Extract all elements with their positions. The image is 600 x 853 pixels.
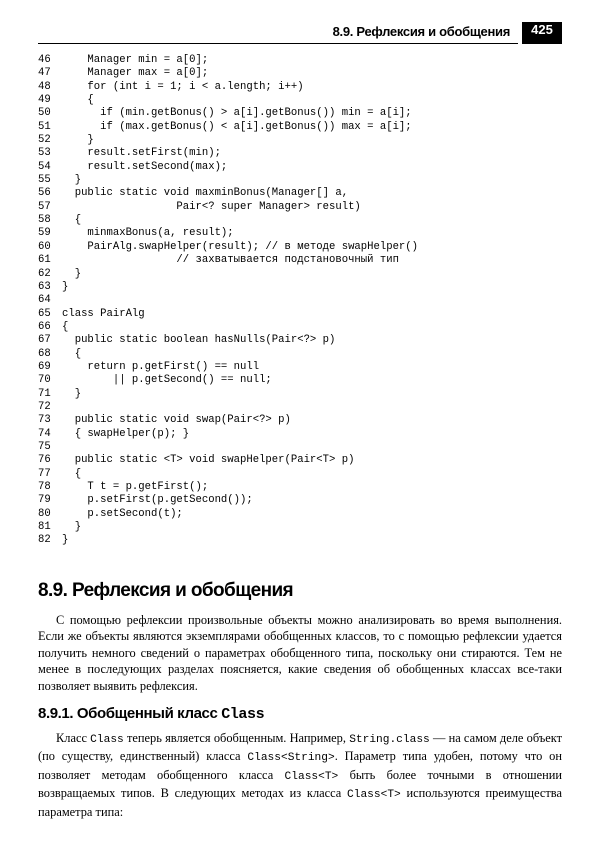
line-number: 49 bbox=[38, 94, 51, 107]
code-text: } bbox=[62, 521, 82, 534]
code-line bbox=[38, 414, 568, 427]
code-text: { bbox=[62, 320, 69, 333]
line-number: 52 bbox=[38, 134, 51, 147]
line-number: 80 bbox=[38, 507, 51, 520]
line-number: 57 bbox=[38, 200, 51, 213]
code-text: } bbox=[62, 534, 69, 547]
code-text: { bbox=[62, 214, 82, 227]
code-line bbox=[38, 401, 568, 414]
code-line bbox=[38, 481, 568, 494]
code-text: public static boolean hasNulls(Pair<?> p) bbox=[62, 334, 336, 347]
code-text: PairAlg.swapHelper(result); // в методе swapHelper() bbox=[62, 240, 419, 253]
code-line bbox=[38, 94, 568, 107]
line-number: 75 bbox=[38, 440, 51, 453]
line-number: 50 bbox=[38, 107, 51, 120]
code-line bbox=[38, 374, 568, 387]
line-number: 48 bbox=[38, 80, 51, 93]
line-number: 58 bbox=[38, 214, 51, 227]
code-line bbox=[38, 227, 568, 240]
code-line bbox=[38, 388, 568, 401]
code-text: class PairAlg bbox=[62, 307, 145, 320]
code-text: { swapHelper(p); } bbox=[62, 427, 190, 440]
code-text: p.setSecond(t); bbox=[62, 507, 183, 520]
line-number: 69 bbox=[38, 360, 51, 373]
line-number: 55 bbox=[38, 174, 51, 187]
inline-code: Class<T> bbox=[284, 770, 339, 783]
line-number: 79 bbox=[38, 494, 51, 507]
line-number: 53 bbox=[38, 147, 51, 160]
code-line bbox=[38, 428, 568, 441]
line-number: 68 bbox=[38, 347, 51, 360]
code-text: minmaxBonus(a, result); bbox=[62, 227, 234, 240]
inline-code: String.class bbox=[349, 734, 430, 746]
line-number: 74 bbox=[38, 427, 51, 440]
code-line bbox=[38, 134, 568, 147]
code-line bbox=[38, 441, 568, 454]
line-number: 81 bbox=[38, 521, 51, 534]
code-line bbox=[38, 521, 568, 534]
text-run: быть более точными в отношении возвращаемых типов. В следующих методах из класса bbox=[38, 767, 562, 801]
subsection-title-code: Class bbox=[221, 706, 265, 723]
code-text: Manager min = a[0]; bbox=[62, 54, 209, 66]
code-line bbox=[38, 187, 568, 200]
code-text: public static void swap(Pair<?> p) bbox=[62, 414, 291, 427]
header-rule bbox=[38, 43, 518, 44]
code-text: } bbox=[62, 267, 82, 280]
code-text: } bbox=[62, 174, 82, 187]
code-text: if (min.getBonus() > a[i].getBonus()) min = a[i]; bbox=[62, 107, 412, 120]
line-number: 70 bbox=[38, 374, 51, 387]
code-text: { bbox=[62, 94, 94, 107]
code-line bbox=[38, 308, 568, 321]
line-number: 61 bbox=[38, 254, 51, 267]
code-text: result.setSecond(max); bbox=[62, 160, 228, 173]
code-line bbox=[38, 174, 568, 187]
line-number: 71 bbox=[38, 387, 51, 400]
line-number: 67 bbox=[38, 334, 51, 347]
text-run: теперь является обобщенным. Например, bbox=[123, 731, 350, 745]
code-line bbox=[38, 294, 568, 307]
code-line bbox=[38, 147, 568, 160]
code-line bbox=[38, 361, 568, 374]
code-line bbox=[38, 348, 568, 361]
inline-code: Class bbox=[90, 734, 124, 746]
page-number: 425 bbox=[522, 22, 562, 44]
code-line bbox=[38, 201, 568, 214]
code-line bbox=[38, 81, 568, 94]
code-text: } bbox=[62, 134, 94, 147]
line-number: 54 bbox=[38, 160, 51, 173]
line-number: 78 bbox=[38, 481, 51, 493]
section-paragraph: С помощью рефлексии произвольные объекты можно анализировать во время выполнения. Если же объекты являются экземплярами обобщенных классов, то с помощью рефлексии удается получить немного сведений о параметрах обобщенного типа, поскольку они стираются. Тем не менее в последующих разделах поясняется, какие сведения об обобщенных классах все-таки позволяет выявить рефлексия. bbox=[38, 613, 562, 693]
code-listing bbox=[38, 54, 568, 548]
code-line bbox=[38, 534, 568, 547]
line-number: 65 bbox=[38, 307, 51, 320]
code-text: } bbox=[62, 280, 69, 293]
line-number: 59 bbox=[38, 227, 51, 240]
text-run: — на самом деле объект (по существу, единственный) класса bbox=[38, 731, 563, 764]
code-line bbox=[38, 107, 568, 120]
code-text: { bbox=[62, 467, 82, 480]
code-line bbox=[38, 161, 568, 174]
code-text: // захватывается подстановочный тип bbox=[62, 254, 399, 267]
code-text: if (max.getBonus() < a[i].getBonus()) max = a[i]; bbox=[62, 120, 412, 133]
code-line bbox=[38, 214, 568, 227]
code-line bbox=[38, 268, 568, 281]
line-number: 46 bbox=[38, 54, 51, 66]
code-line bbox=[38, 334, 568, 347]
section-title: 8.9. Рефлексия и обобщения bbox=[38, 580, 294, 601]
code-line bbox=[38, 121, 568, 134]
code-line bbox=[38, 321, 568, 334]
text-run: используются преимущества параметра типа: bbox=[38, 786, 562, 819]
code-text: Pair<? super Manager> result) bbox=[62, 200, 361, 213]
code-line bbox=[38, 494, 568, 507]
line-number: 63 bbox=[38, 280, 51, 293]
code-text: return p.getFirst() == null bbox=[62, 360, 260, 373]
code-text: } bbox=[62, 387, 82, 400]
code-text: for (int i = 1; i < a.length; i++) bbox=[62, 80, 304, 93]
line-number: 64 bbox=[38, 294, 51, 307]
inline-code: Class<String> bbox=[247, 752, 335, 765]
code-text: Manager max = a[0]; bbox=[62, 67, 209, 80]
page-header bbox=[38, 22, 562, 44]
code-text: T t = p.getFirst(); bbox=[62, 481, 209, 493]
code-line bbox=[38, 67, 568, 80]
code-line bbox=[38, 468, 568, 481]
code-text: public static void maxminBonus(Manager[] a, bbox=[62, 187, 349, 200]
code-text: p.setFirst(p.getSecond()); bbox=[62, 494, 253, 507]
line-number: 66 bbox=[38, 320, 51, 333]
line-number: 76 bbox=[38, 454, 51, 467]
code-text: { bbox=[62, 347, 82, 360]
line-number: 73 bbox=[38, 414, 51, 427]
code-text: public static <T> void swapHelper(Pair<T> p) bbox=[62, 454, 355, 467]
code-line bbox=[38, 508, 568, 521]
text-run: Класс bbox=[56, 731, 91, 745]
code-line bbox=[38, 281, 568, 294]
subsection-paragraph bbox=[38, 730, 562, 820]
code-line bbox=[38, 454, 568, 467]
line-number: 62 bbox=[38, 267, 51, 280]
line-number: 60 bbox=[38, 240, 51, 253]
running-title: 8.9. Рефлексия и обобщения bbox=[332, 24, 510, 39]
line-number: 72 bbox=[38, 400, 51, 413]
subsection-title bbox=[38, 705, 562, 723]
line-number: 47 bbox=[38, 67, 51, 80]
subsection-title-text: 8.9.1. Обобщенный класс bbox=[38, 705, 218, 722]
inline-code: Class<T> bbox=[347, 789, 401, 802]
line-number: 56 bbox=[38, 187, 51, 200]
code-text: result.setFirst(min); bbox=[62, 147, 221, 160]
line-number: 77 bbox=[38, 467, 51, 480]
code-line bbox=[38, 241, 568, 254]
line-number: 51 bbox=[38, 120, 51, 133]
code-text: || p.getSecond() == null; bbox=[62, 374, 272, 387]
code-line bbox=[38, 254, 568, 267]
line-number: 82 bbox=[38, 534, 51, 547]
code-line bbox=[38, 54, 568, 67]
text-run: . Параметр типа удобен, потому что он позволяет методам обобщенного класса bbox=[38, 749, 562, 782]
